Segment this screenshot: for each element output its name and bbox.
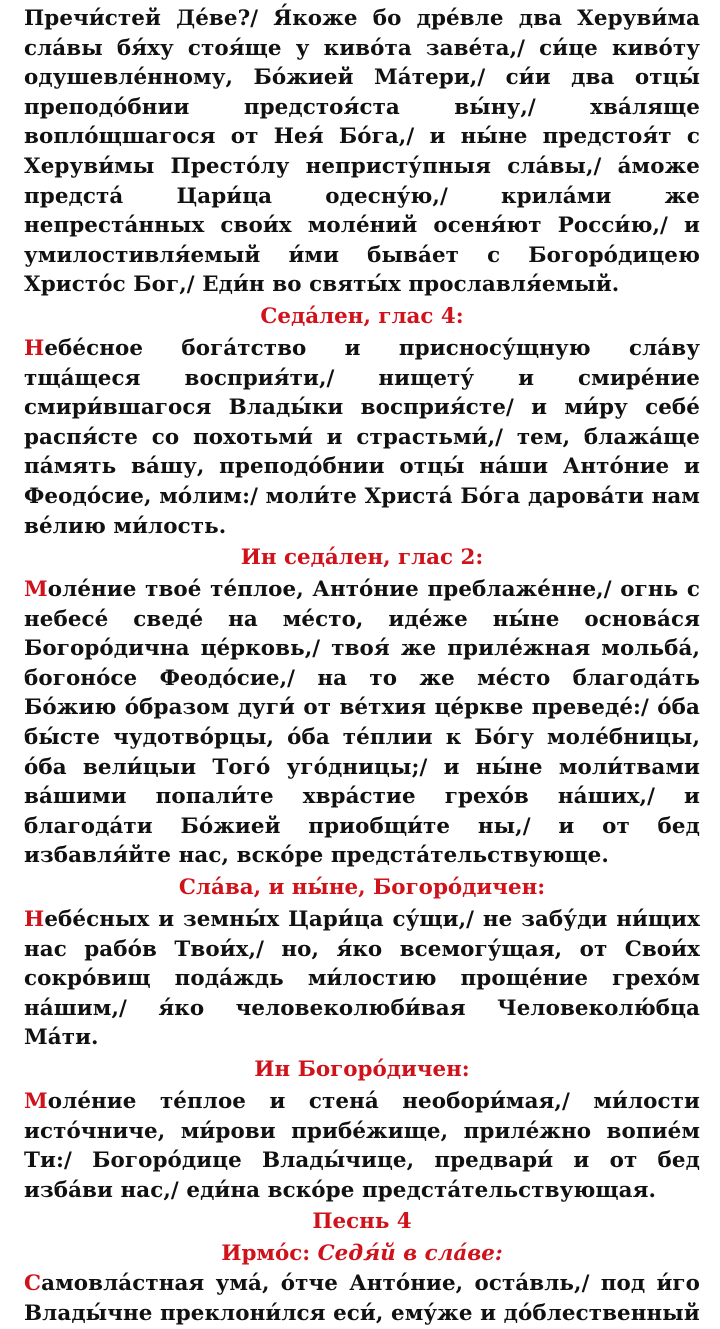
text-paragraph-theotokion [24,905,700,1053]
heading-glory-theotokion: Сла́ва, и ны́не, Богоро́дичен: [178,875,546,901]
heading-ode-4: Песнь 4 [312,1209,412,1235]
red-initial-letter: М [24,577,48,603]
heading-other-sedalen-tone-2: Ин седа́лен, глас 2: [240,545,484,571]
red-initial-letter: Н [24,335,45,361]
paragraph-text: амовла́стная ума́, о́тче Анто́ние, оста́вль,/ под и́го Влады́чне преклони́лся еси́, ему́же и до́блественный [24,1271,700,1326]
irmos-incipit: Седя́й в сла́ве: [317,1241,503,1267]
paragraph-text: ебе́сное бога́тство и присносу́щную сла́ву тща́щеся восприя́ти,/ нищету́ и смире́ние смири́вшагося Влады́ки восприя́сте/ и ми́ру себе́ распя́сте со похотьми́ и страстьми́,/ тем, блажа́ще па́мять ва́шу, преподо́бнии отцы́ на́ши Анто́ние и Феодо́сие, мо́лим:/ моли́те Христа́ Бо́га дарова́ти нам ве́лию ми́лость. [24,335,700,539]
heading-irmos [24,1239,700,1269]
text-paragraph-other-sedalen [24,575,700,871]
text-paragraph-ode-4-troparion [24,1269,700,1328]
red-initial-letter: М [24,1089,48,1114]
red-initial-letter: Н [24,907,45,933]
paragraph-text: оле́ние твое́ те́плое, Анто́ние преблаже́нне,/ огнь с небесе́ сведе́ на ме́сто, иде́же ны́не основа́ся Богоро́дична це́рковь,/ твоя́ же приле́жная мольба́, богоно́се Феодо́сие,/ на то же ме́сто благода́ть Бо́жию о́бразом дуги́ от ве́тхия це́ркве преведе́:/ о́ба бы́сте чудотво́рцы, о́ба те́плии к Бо́гу моле́бницы, о́ба вели́цыи Того́ уго́дницы;/ и ны́не моли́твами ва́шими попали́те хвра́стие грехо́в на́ших,/ и благода́ти Бо́жией приобщи́те ны,/ и от бед избавля́йте нас, вско́ре предста́тельствующе. [24,577,700,869]
paragraph-text: ебе́сных и земны́х Цари́ца су́щи,/ не забу́ди ни́щих нас рабо́в Твои́х,/ но, я́ко всемогу́щая, от Свои́х сокро́вищ пода́ждь ми́лостию проще́ние грехо́м на́шим,/ я́ко человеколюби́вая Человеколю́бца Ма́ти. [24,907,700,1051]
paragraph-text: Пречи́стей Де́ве?/ Я́коже бо дре́вле два Херуви́ма сла́вы бя́ху стоя́ще у киво́та заве́та,/ си́це киво́ту одушевле́нному, Бо́жией Ма́тери,/ си́и два отцы́ преподо́бнии предстоя́ста вы́ну,/ хва́ляще вопло́щшагося от Нея́ Бо́га,/ и ны́не предстоя́т с Херуви́мы Престо́лу непристу́пныя сла́вы,/ а́може предста́ Цари́ца одесну́ю,/ крила́ми же непреста́нных свои́х моле́ний осеня́ют Росси́ю,/ и умилостивля́емый и́ми быва́ет с Богоро́дицею Христо́с Бог,/ Еди́н во святы́х прославля́емый. [24,6,700,298]
text-paragraph-other-theotokion [24,1087,700,1205]
heading-sedalen-tone-4: Седа́лен, глас 4: [260,303,464,329]
text-paragraph-intro [24,4,700,300]
paragraph-text: оле́ние те́плое и стена́ необори́мая,/ ми́лости исто́чниче, ми́рови прибе́жище, приле́жно вопие́м Ти:/ Богоро́дице Влады́чице, предвари́ и от бед изба́ви нас,/ еди́на вско́ре предста́тельствующая. [24,1089,700,1203]
red-initial-letter: С [24,1271,42,1297]
irmos-label: Ирмо́с: [221,1241,311,1267]
text-paragraph-sedalen [24,334,700,541]
heading-other-theotokion: Ин Богоро́дичен: [254,1057,470,1082]
